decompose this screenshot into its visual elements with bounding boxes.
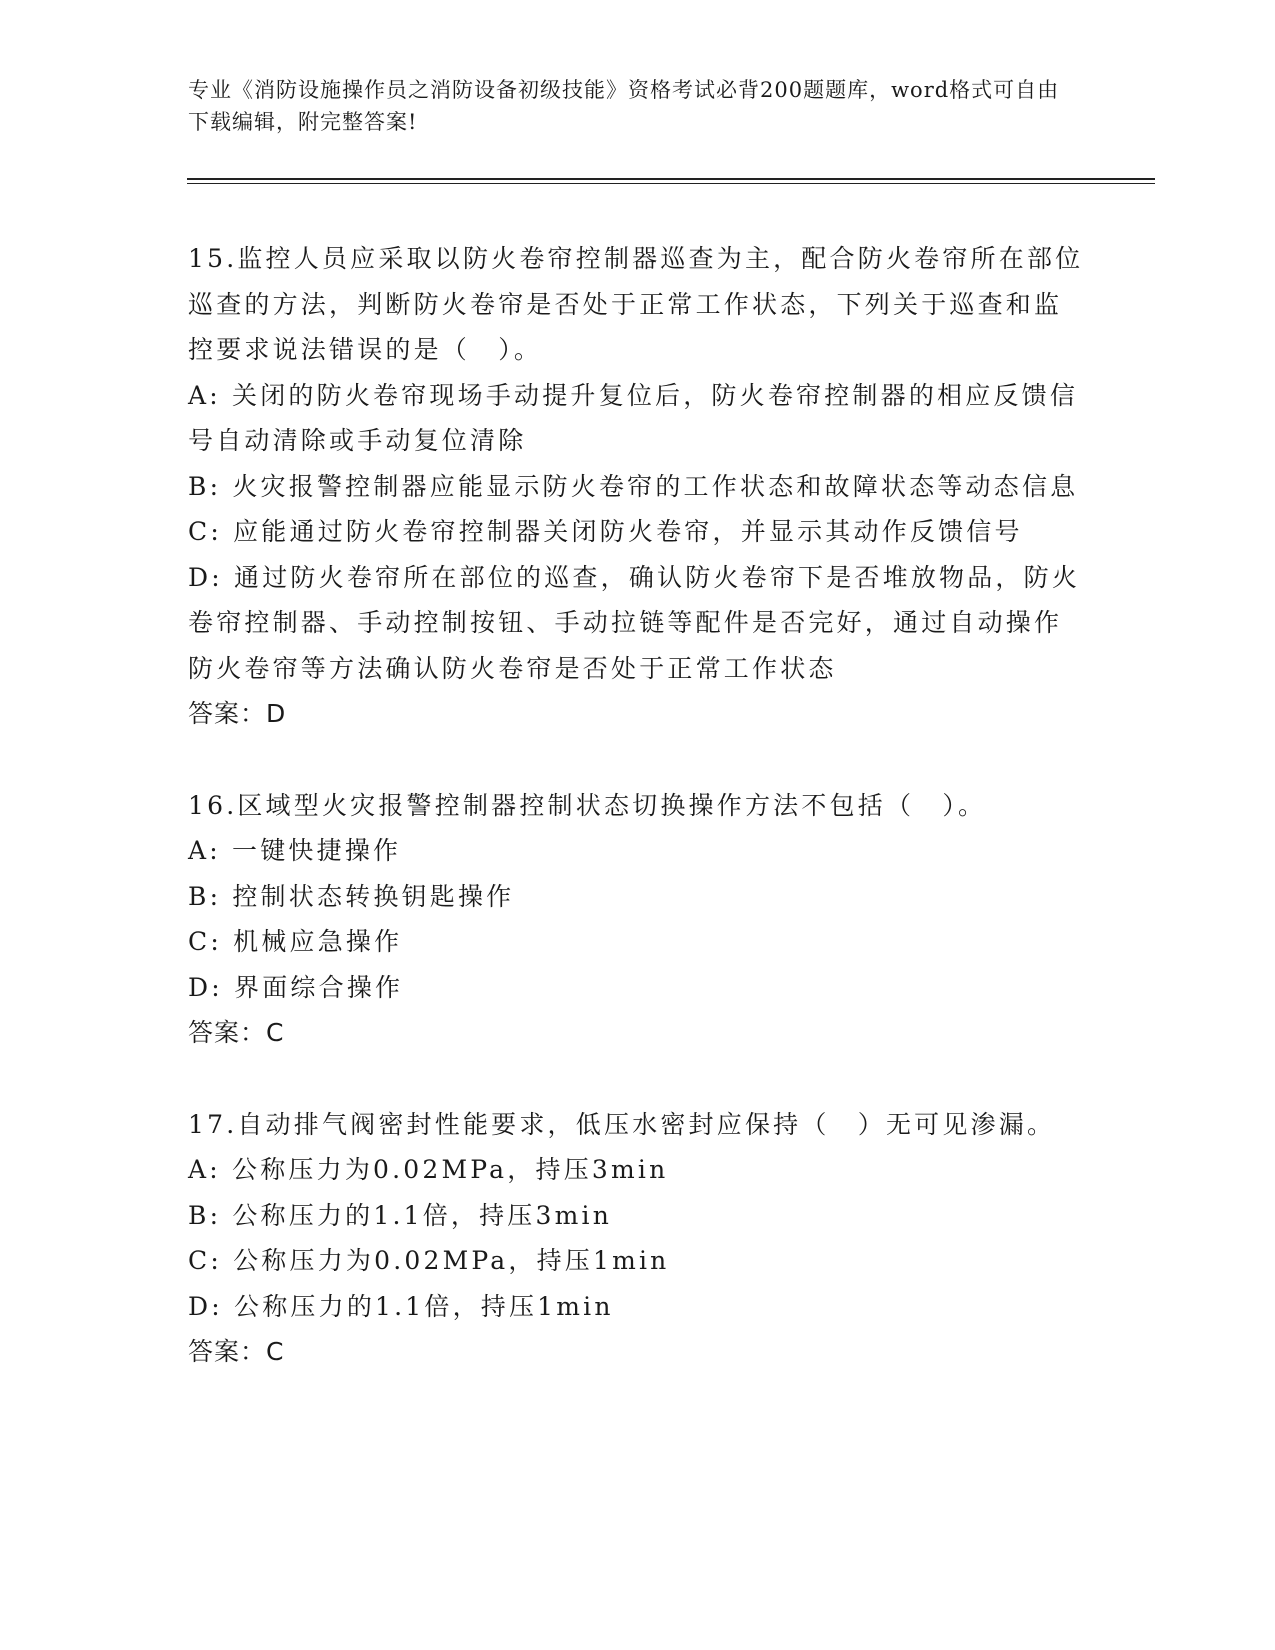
document-header: 专业《消防设施操作员之消防设备初级技能》资格考试必背200题题库，word格式可自由下载编辑，附完整答案! (188, 78, 1060, 134)
option-d: D: 公称压力的1.1倍，持压1min (188, 1291, 614, 1321)
question-16 (188, 783, 1088, 1056)
option-b: B: 公称压力的1.1倍，持压3min (188, 1200, 613, 1230)
question-stem: 17.自动排气阀密封性能要求，低压水密封应保持（ ）无可见渗漏。 (188, 1109, 1056, 1139)
option-c: C: 应能通过防火卷帘控制器关闭防火卷帘，并显示其动作反馈信号 (188, 517, 1023, 546)
option-d: D: 界面综合操作 (188, 972, 404, 1002)
answer-label: 答案：D (188, 699, 287, 728)
option-a: A: 一键快捷操作 (188, 836, 402, 865)
option-b: B: 控制状态转换钥匙操作 (188, 881, 515, 911)
question-list (188, 236, 1088, 1421)
question-15 (188, 236, 1088, 737)
option-c: C: 公称压力为0.02MPa，持压1min (188, 1246, 670, 1275)
question-stem: 16.区域型火灾报警控制器控制状态切换操作方法不包括（ ）。 (188, 790, 987, 820)
option-d: D: 通过防火卷帘所在部位的巡查，确认防火卷帘下是否堆放物品，防火卷帘控制器、手动控制按钮、手动拉链等配件是否完好，通过自动操作防火卷帘等方法确认防火卷帘是否处于正常工作状态 (188, 562, 1081, 683)
option-a: A: 公称压力为0.02MPa，持压3min (188, 1155, 669, 1184)
answer-label: 答案：C (188, 1018, 285, 1047)
option-b: B: 火灾报警控制器应能显示防火卷帘的工作状态和故障状态等动态信息 (188, 471, 1079, 501)
question-stem: 15.监控人员应采取以防火卷帘控制器巡查为主，配合防火卷帘所在部位巡查的方法，判断防火卷帘是否处于正常工作状态，下列关于巡查和监控要求说法错误的是（ ）。 (188, 244, 1084, 364)
header-divider-thin (187, 183, 1155, 184)
option-a: A: 关闭的防火卷帘现场手动提升复位后，防火卷帘控制器的相应反馈信号自动清除或手动复位清除 (188, 380, 1079, 455)
question-17 (188, 1102, 1088, 1375)
header-divider-thick (187, 178, 1155, 180)
answer-label: 答案：C (188, 1337, 285, 1366)
option-c: C: 机械应急操作 (188, 927, 403, 956)
